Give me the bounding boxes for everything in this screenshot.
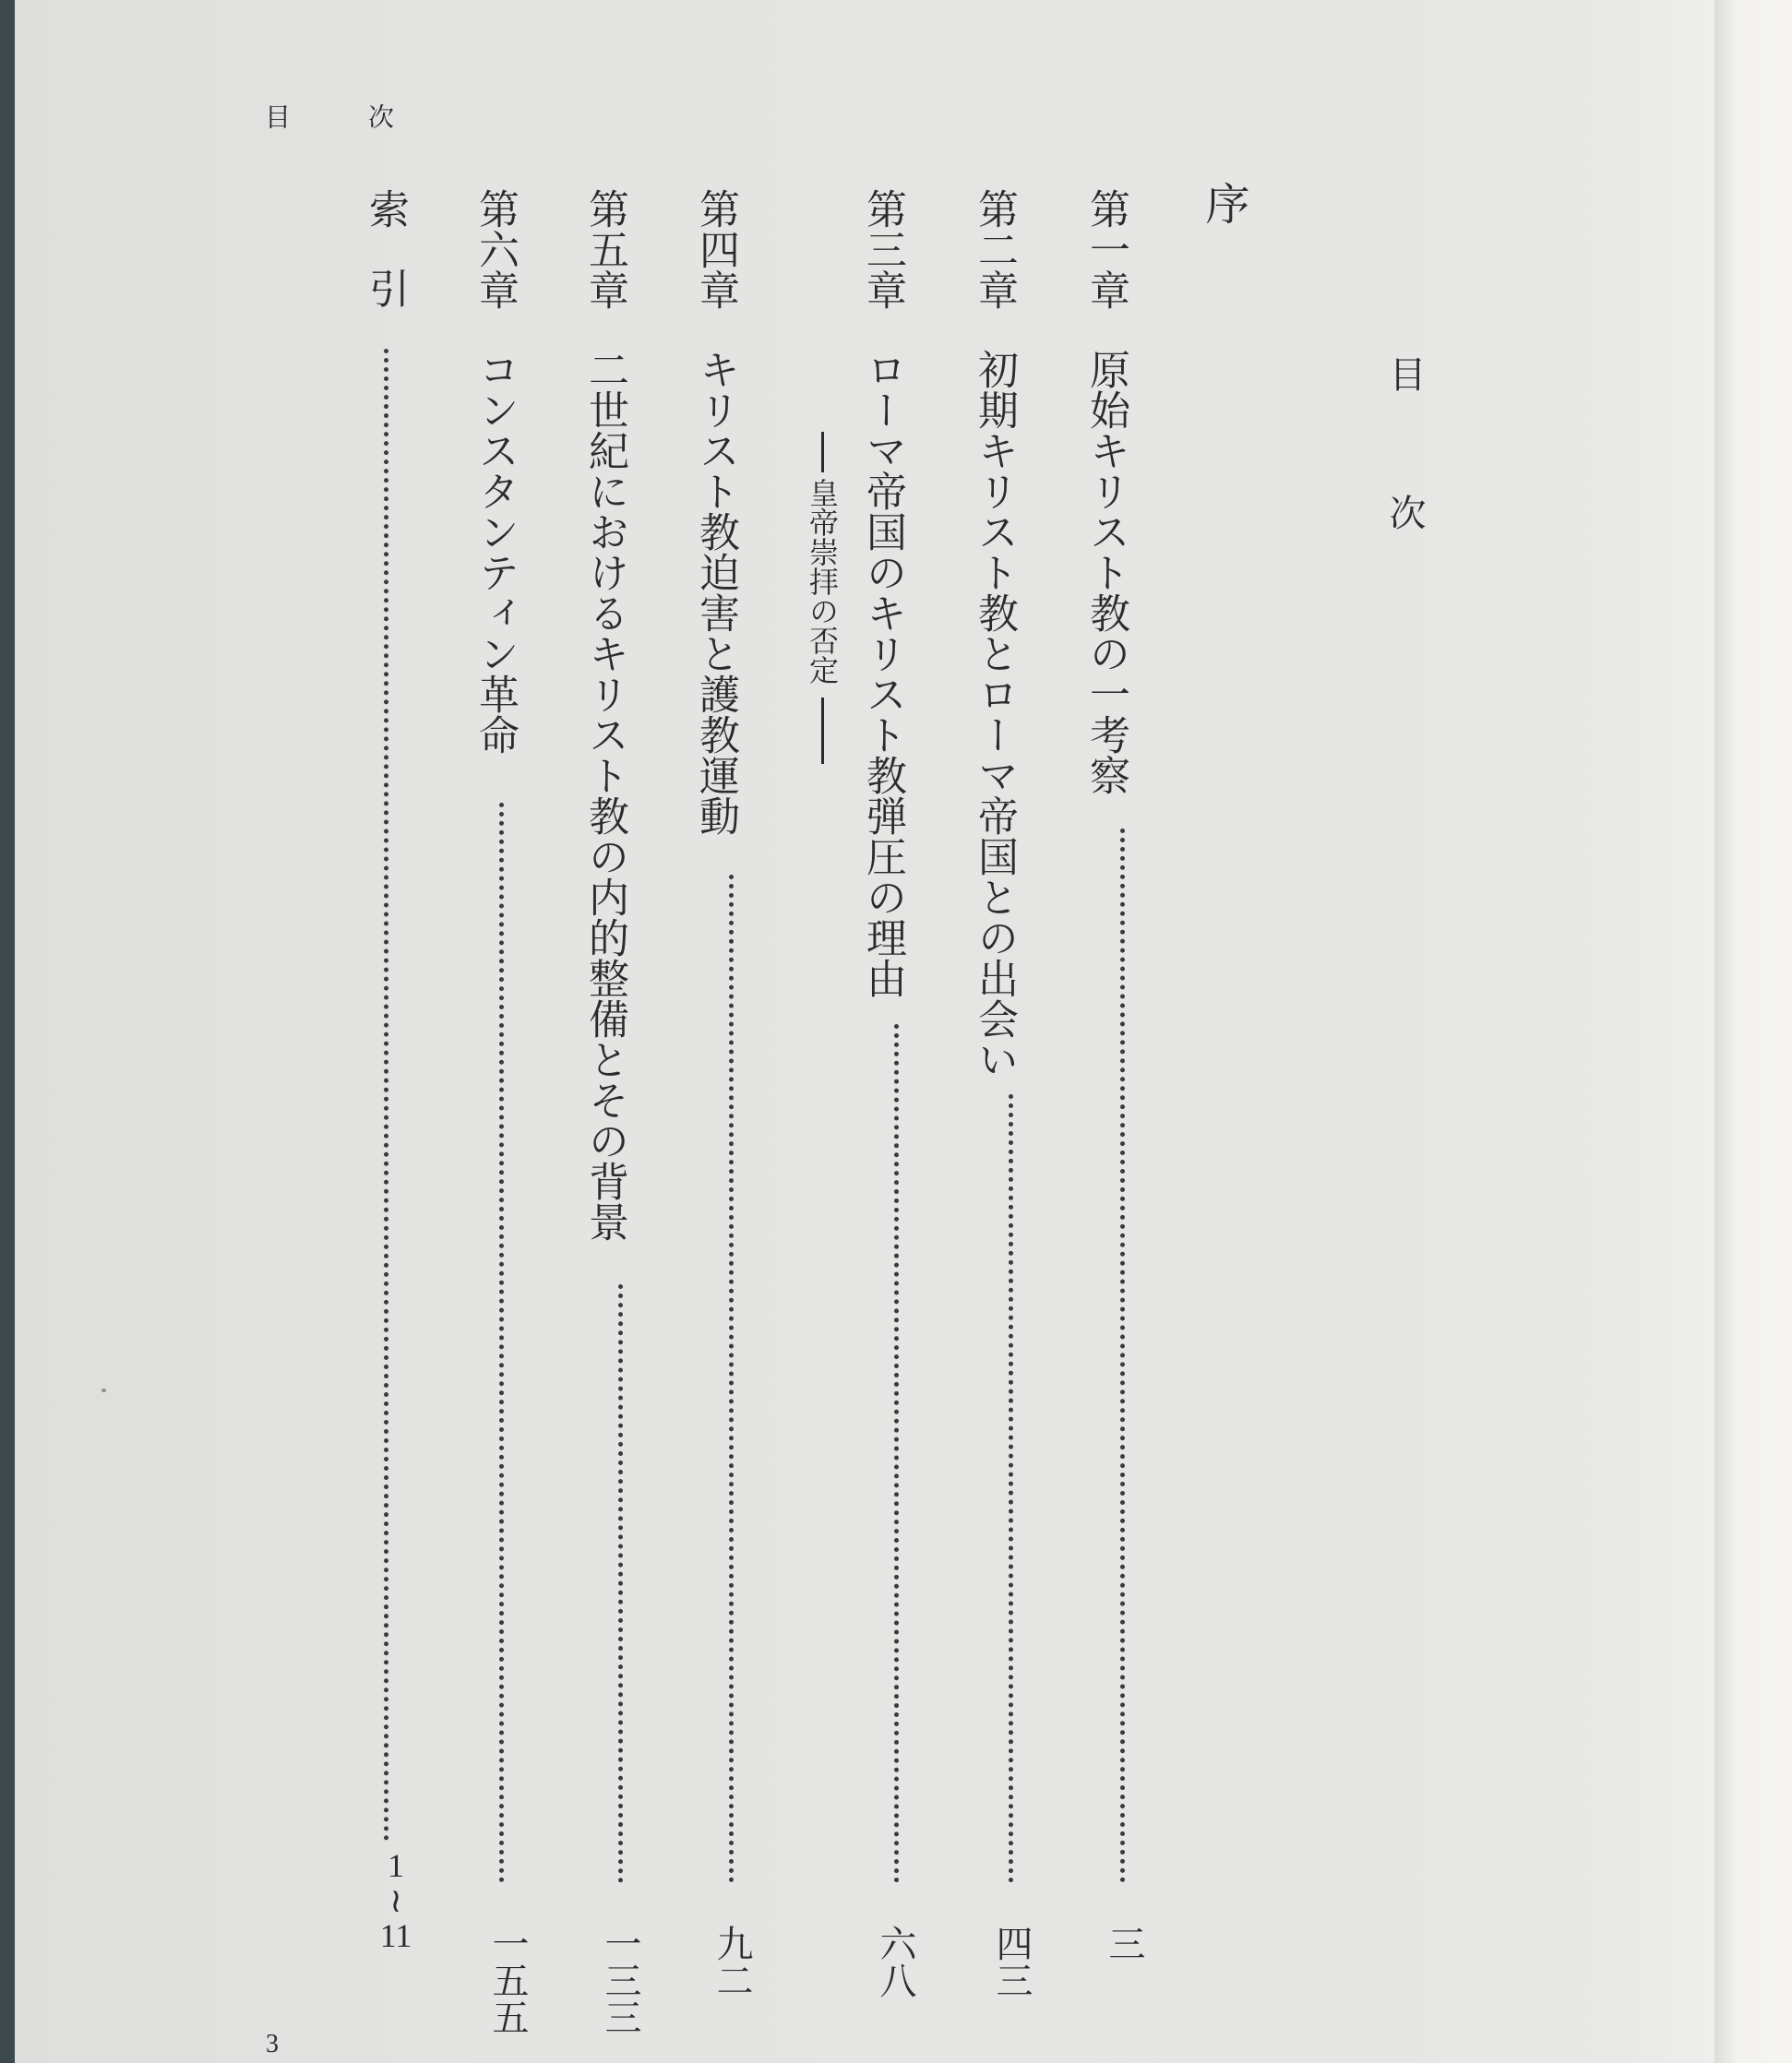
- chapter-label: 第三章: [859, 188, 906, 310]
- chapter-page-number: 一五五: [486, 1925, 529, 2035]
- chapter-label: 第六章: [472, 188, 519, 310]
- index-label: 索引: [362, 188, 409, 347]
- chapter-label: 第一章: [1082, 188, 1129, 310]
- dot-leader: [1009, 1094, 1013, 1883]
- chapter-page-number: 九二: [711, 1925, 753, 1998]
- chapter-page-number: 四三: [990, 1925, 1033, 1998]
- dot-leader: [1120, 829, 1125, 1883]
- subtitle-dash-close: [821, 698, 824, 764]
- page-edge: [1714, 0, 1792, 2063]
- toc-title: 目次: [1383, 355, 1426, 632]
- dot-leader: [499, 803, 504, 1883]
- index-page-separator: ≀: [389, 1881, 402, 1919]
- chapter-title: 二世紀におけるキリスト教の内的整備とその背景: [581, 349, 628, 1242]
- chapter-label: 第四章: [692, 188, 739, 310]
- index-page-range: [374, 1849, 418, 1953]
- page-folio: 3: [266, 2030, 279, 2058]
- dot-leader: [729, 875, 734, 1883]
- index-page-end: 11: [379, 1916, 412, 1954]
- preface-entry: 序: [1198, 181, 1249, 225]
- chapter-label: 第二章: [971, 188, 1018, 310]
- index-page-start: 1: [388, 1847, 404, 1884]
- chapter-title: 原始キリスト教の一考察: [1082, 349, 1129, 795]
- chapter-label: 第五章: [581, 188, 628, 310]
- book-spine-shadow: [0, 0, 15, 2063]
- running-head: [263, 103, 411, 140]
- chapter-title: キリスト教迫害と護教運動: [692, 349, 739, 836]
- dot-leader: [618, 1284, 623, 1883]
- chapter-title: ローマ帝国のキリスト教弾圧の理由: [859, 349, 906, 998]
- chapter-page-number: 一三三: [599, 1925, 641, 2035]
- running-head-left: 目: [261, 103, 292, 129]
- chapter-title: コンスタンティン革命: [472, 349, 519, 755]
- dot-leader: [384, 349, 388, 1842]
- running-head-right: 次: [364, 103, 395, 129]
- subtitle-text: 皇帝崇拝の否定: [805, 478, 840, 685]
- paper-speck: [102, 1389, 106, 1392]
- dot-leader: [894, 1024, 899, 1883]
- chapter-page-number: 六八: [874, 1925, 916, 1998]
- chapter-page-number: 三: [1103, 1925, 1145, 1962]
- chapter-subtitle: [805, 432, 840, 764]
- chapter-title: 初期キリスト教とローマ帝国との出会い: [971, 349, 1018, 1079]
- subtitle-dash-open: [821, 432, 824, 472]
